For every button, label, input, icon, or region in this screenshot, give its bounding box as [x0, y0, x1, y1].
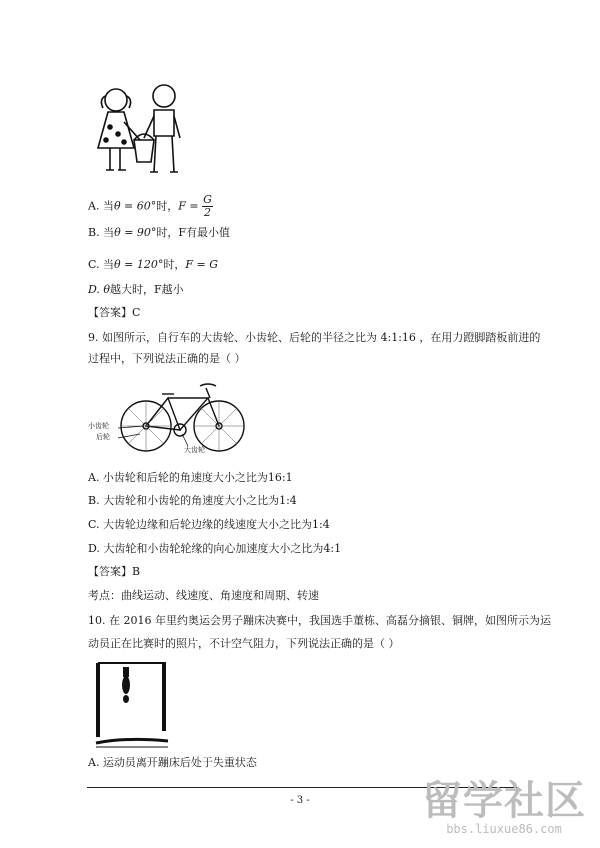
q8-answer: 【答案】C — [88, 306, 141, 319]
q9-kaodian: 考点：曲线运动、线速度、角速度和周期、转速 — [88, 589, 319, 602]
bicycle-drawing — [88, 376, 248, 462]
q9-option-c: C. 大齿轮边缘和后轮边缘的线速度大小之比为1:4 — [88, 518, 330, 531]
label-big-gear: 大齿轮 — [184, 446, 205, 454]
q8-option-c: C. 当θ = 120°时，F = G — [88, 258, 218, 271]
q9-option-b: B. 大齿轮和小齿轮的角速度大小之比为1:4 — [88, 494, 297, 507]
label-small-gear: 小齿轮 — [88, 422, 109, 430]
label-rear-wheel: 后轮 — [96, 433, 110, 441]
q9-stem-line1: 9. 如图所示，自行车的大齿轮、小齿轮、后轮的半径之比为 4:1:16 ，在用力蹬脚踏板前进的 — [88, 331, 541, 344]
q10-stem-line2: 动员正在比赛时的照片，不计空气阻力，下列说法正确的是（ ） — [88, 637, 400, 650]
q8-option-a: A. 当θ = 60°时，F = $\frac{G}{2}$ — [88, 193, 212, 219]
watermark-url: bbs.liuxue86.com — [446, 822, 562, 836]
watermark-brand: 留学社区 — [422, 778, 586, 824]
q10-stem-line1: 10. 在 2016 年里约奥运会男子蹦床决赛中，我国选手董栋、高磊分摘银、铜牌，如图所示为运 — [88, 614, 551, 627]
q8-option-d: D. θ越大时，F越小 — [88, 283, 184, 296]
bicycle-figure — [88, 376, 248, 462]
q9-option-d: D. 大齿轮和小齿轮轮缘的向心加速度大小之比为4:1 — [88, 542, 342, 555]
page-number: - 3 - — [290, 795, 310, 806]
children-bucket-figure — [88, 82, 198, 182]
watermark — [422, 780, 586, 836]
q9-option-a: A. 小齿轮和后轮的角速度大小之比为16:1 — [88, 471, 293, 484]
q9-answer: 【答案】B — [88, 565, 141, 578]
trampoline-photo-figure — [92, 659, 172, 749]
q10-option-a: A. 运动员离开蹦床后处于失重状态 — [88, 756, 257, 769]
q9-stem-line2: 过程中，下列说法正确的是（ ） — [88, 352, 246, 365]
q8-option-b: B. 当θ = 90°时，F有最小值 — [88, 226, 231, 239]
fraction-g-over-2: $\frac{G}{2}$ — [203, 193, 212, 219]
